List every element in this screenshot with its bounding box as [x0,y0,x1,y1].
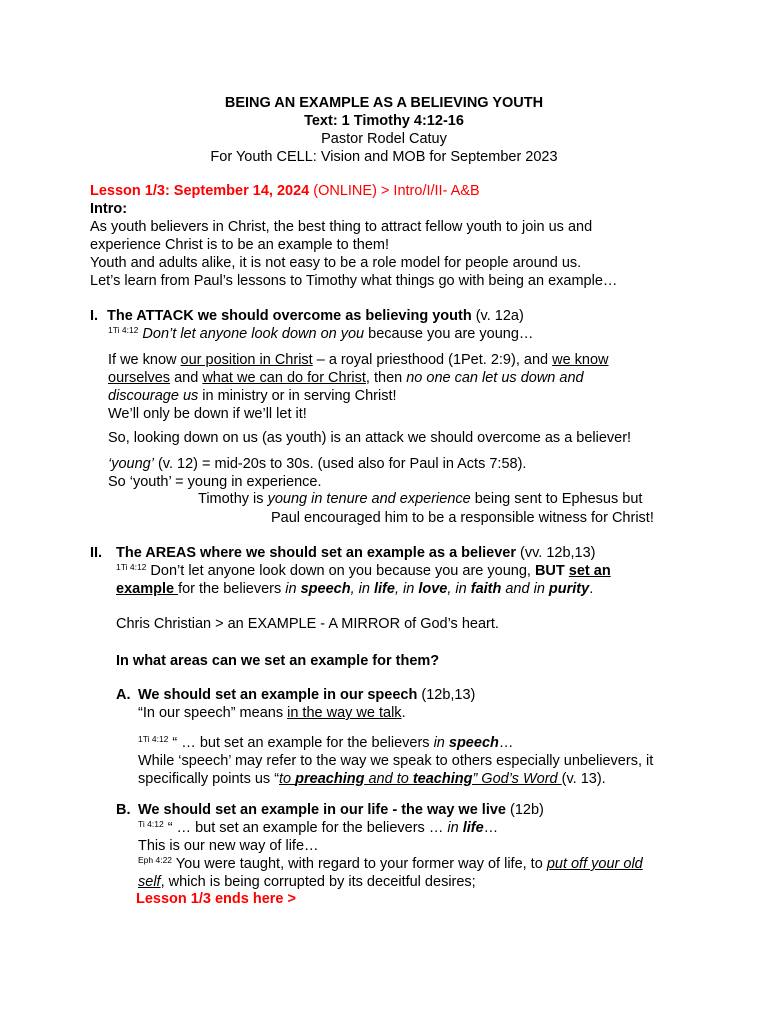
scripture-reference: Text: 1 Timothy 4:12-16 [304,113,464,129]
subsection-b-number: B. [116,802,131,818]
section-1-attack-summary: So, looking down on us (as youth) is an attack we should overcome as a believer! [108,430,632,446]
text: “In our speech” means [138,705,288,721]
intro-section [90,200,730,290]
italic-text: young in tenure and experience [267,491,471,507]
italic-text: ‘young’ [108,456,154,472]
text: (v. 13). [561,771,606,787]
document-title: BEING AN EXAMPLE AS A BELIEVING YOUTH [224,95,544,111]
bold-italic-text: speech [448,735,499,751]
text: and [170,370,203,386]
text: Don’t let anyone look down on you because you are young, [146,563,535,579]
text: for the believers [178,581,286,597]
verse-ref: 1Ti 4:12 [138,734,169,744]
text: (v. 12) = mid-20s to 30s. (used also for Paul in Acts 7:58). [153,456,527,472]
section-1-title: The ATTACK we should overcome as believing youth [107,308,472,324]
verse-ref: Ti 4:12 [138,819,164,829]
section-1-paragraph-position [108,351,718,423]
text: … [483,820,499,836]
bold-italic-text: life [373,581,395,597]
italic-text: in [403,581,419,597]
italic-text: , [350,581,359,597]
verse-ref: Eph 4:22 [138,855,173,865]
section-1-number: I. [90,308,99,324]
text: , then [365,370,407,386]
italic-underlined-text: and to [364,771,413,787]
timothy-line [198,490,642,508]
section-2-number: II. [90,545,103,561]
bold-italic-text: purity [548,581,590,597]
underlined-text: what we can do for Christ [202,370,366,386]
bold-italic-text: love [418,581,448,597]
bold-italic-text: faith [470,581,502,597]
subsection-a-body [138,704,698,788]
text: . [401,705,406,721]
italic-text: in [447,820,463,836]
text: We’ll only be down if we’ll let it! [108,406,307,422]
areas-question: In what areas can we set an example for them? [116,653,440,669]
bold-underlined-text: example [116,581,179,597]
bold-italic-text: life [462,820,484,836]
text: This is our new way of life… [138,838,319,854]
subsection-b-body [138,819,698,891]
pastor-name: Pastor Rodel Catuy [321,131,447,147]
section-2-title: The AREAS where we should set an example as a believer [116,545,516,561]
italic-underlined-text: to [279,771,296,787]
bold-italic-underlined-text: teaching [412,771,473,787]
intro-heading: Intro: [90,201,128,217]
italic-underlined-text: ” God’s Word [472,771,562,787]
italic-text: in [455,581,471,597]
verse-italic: Don’t let anyone look down on you [138,326,365,342]
bold-italic-underlined-text: preaching [295,771,365,787]
subsection-a-number: A. [116,687,131,703]
youth-definition: So ‘youth’ = young in experience. [108,474,322,490]
section-2-ref: (vv. 12b,13) [515,545,596,561]
text: … [498,735,514,751]
verse-ref: 1Ti 4:12 [108,325,139,335]
italic-text: discourage us [108,388,199,404]
bold-text: BUT [534,563,565,579]
text: being sent to Ephesus but [470,491,643,507]
italic-text: no one can let us down and [406,370,584,386]
section-1-heading [90,307,524,325]
italic-text: in [358,581,374,597]
subsection-b-ref: (12b) [505,802,544,818]
young-definition [108,455,526,473]
section-1-verse [108,325,533,343]
section-2-heading [90,544,596,562]
italic-underlined-text: self [138,874,161,890]
text: . [589,581,594,597]
text: – a royal priesthood (1Pet. 2:9), and [312,352,553,368]
lesson-line [90,182,480,200]
text: “ … but set an example for the believers … [163,820,448,836]
text: If we know [108,352,181,368]
lesson-end-marker: Lesson 1/3 ends here > [136,891,296,907]
document-purpose: For Youth CELL: Vision and MOB for September 2023 [210,149,558,165]
italic-text: , [447,581,456,597]
italic-text: and in [501,581,549,597]
italic-text: in [433,735,449,751]
paul-line: Paul encouraged him to be a responsible witness for Christ! [271,510,654,526]
underlined-text: in the way we talk [287,705,402,721]
text: in ministry or in serving Christ! [198,388,397,404]
lesson-label: Lesson 1/3: September 14, 2024 [90,183,310,199]
subsection-a-heading [116,686,476,704]
verse-ref: 1Ti 4:12 [116,562,147,572]
text: You were taught, with regard to your former way of life, to [172,856,547,872]
intro-line: Let’s learn from Paul’s lessons to Timothy what things go with being an example… [90,273,618,289]
italic-underlined-text: put off your old [546,856,643,872]
section-2-verse [116,562,676,598]
verse-text: because you are young… [364,326,534,342]
text: specifically points us “ [138,771,280,787]
intro-line: As youth believers in Christ, the best thing to attract fellow youth to join us and [90,219,593,235]
subsection-b-title: We should set an example in our life - the way we live [138,802,506,818]
text: “ … but set an example for the believers [168,735,434,751]
intro-line: experience Christ is to be an example to them! [90,237,390,253]
text: While ‘speech’ may refer to the way we speak to others especially unbelievers, it [138,753,654,769]
lesson-mode: (ONLINE) > Intro/I/II- A&B [309,183,480,199]
text: Timothy is [198,491,268,507]
bold-italic-text: speech [300,581,351,597]
section-1-ref: (v. 12a) [471,308,524,324]
bold-underlined-text: set an [568,563,611,579]
italic-text: in [285,581,301,597]
underlined-text: we know [552,352,609,368]
intro-line: Youth and adults alike, it is not easy to be a role model for people around us. [90,255,582,271]
document-header [0,94,768,166]
subsection-a-ref: (12b,13) [417,687,476,703]
mirror-line: Chris Christian > an EXAMPLE - A MIRROR of God’s heart. [116,616,499,632]
italic-text: , [394,581,403,597]
text: , which is being corrupted by its deceitful desires; [160,874,476,890]
underlined-text: ourselves [108,370,171,386]
underlined-text: our position in Christ [180,352,313,368]
subsection-a-title: We should set an example in our speech [138,687,418,703]
subsection-b-heading [116,801,544,819]
